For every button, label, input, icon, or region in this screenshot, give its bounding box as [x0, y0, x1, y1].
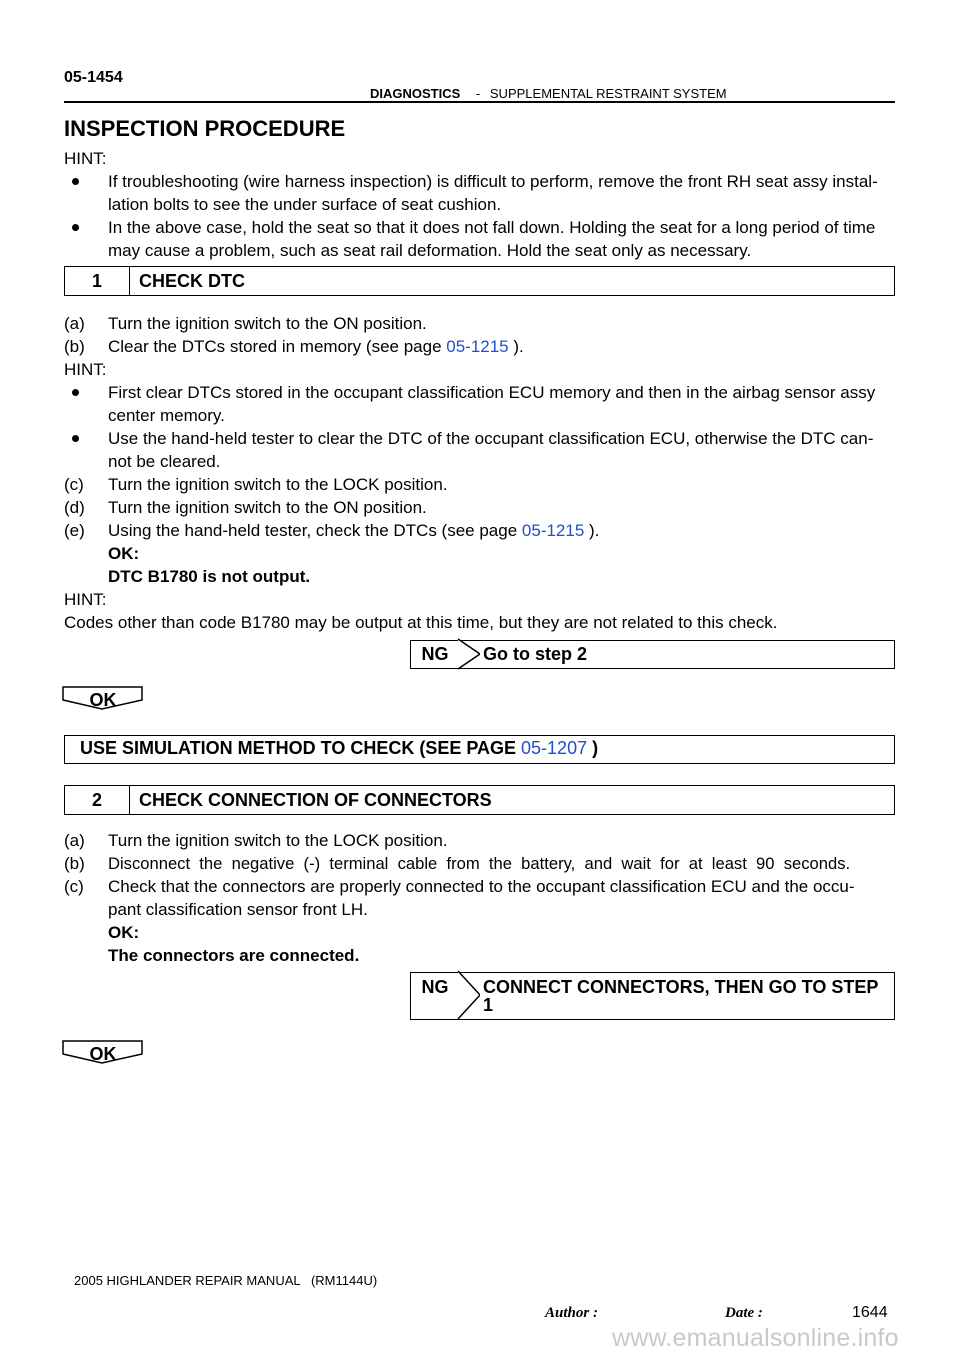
step-1-header — [64, 266, 895, 296]
step-title: CHECK CONNECTION OF CONNECTORS — [139, 789, 492, 810]
step1-final-text: USE SIMULATION METHOD TO CHECK (SEE PAGE — [80, 738, 522, 758]
step1-b-text: Clear the DTCs stored in memory (see page — [108, 337, 447, 356]
footer-manual: 2005 HIGHLANDER REPAIR MANUAL (RM1144U) — [74, 1273, 378, 1288]
step1-e-line — [108, 519, 599, 542]
step2-ok-label: OK: — [108, 923, 140, 942]
intro-bullet-1-line2: lation bolts to see the under surface of seat cushion. — [108, 195, 502, 214]
ng-result-text-line1: CONNECT CONNECTORS, THEN GO TO STEP — [483, 977, 879, 997]
ng-result-text-line2: 1 — [483, 995, 494, 1015]
step2-a-text: Turn the ignition switch to the LOCK position. — [108, 831, 448, 850]
step1-a-text: Turn the ignition switch to the ON position. — [108, 314, 427, 333]
step1-hint2-label: HINT: — [64, 590, 107, 609]
step1-ok-tab-label: OK — [89, 690, 117, 710]
header-separator: - — [475, 86, 481, 101]
step1-b-end: ). — [508, 337, 524, 356]
step1-d-label: (d) — [64, 498, 85, 517]
ng-arrow-icon — [456, 638, 486, 670]
step2-ok-text: The connectors are connected. — [108, 946, 360, 965]
step2-b-label: (b) — [64, 854, 85, 873]
bullet-dot-icon — [72, 224, 79, 231]
bullet-dot-icon — [72, 178, 79, 185]
page-code: 05-1454 — [64, 69, 123, 86]
step1-hint2-text: Codes other than code B1780 may be output at this time, but they are not related to this check. — [64, 613, 778, 632]
page-link-05-1215[interactable]: 05-1215 — [446, 337, 509, 356]
step2-ok-tab-label: OK — [89, 1044, 117, 1064]
footer-author-label: Author : — [545, 1305, 598, 1321]
page-link-05-1215[interactable]: 05-1215 — [521, 521, 585, 540]
step-number: 1 — [65, 267, 130, 295]
footer-date-label: Date : — [725, 1305, 763, 1321]
intro-hint-label: HINT: — [64, 149, 107, 168]
step2-c-line2: pant classification sensor front LH. — [108, 900, 368, 919]
step1-hint-bullet-1-line1: First clear DTCs stored in the occupant classification ECU memory and then in the airbag sensor assy — [108, 383, 876, 402]
step1-hint-bullet-2-line1: Use the hand-held tester to clear the DTC of the occupant classification ECU, otherwise the DTC can- — [108, 429, 874, 448]
step1-e-text: Using the hand-held tester, check the DTCs (see page — [108, 521, 522, 540]
ng-label: NG — [421, 644, 449, 664]
step1-b-line — [108, 335, 524, 358]
step1-hint-bullet-1-line2: center memory. — [108, 406, 225, 425]
step1-e-label: (e) — [64, 521, 85, 540]
intro-bullet-1-line1: If troubleshooting (wire harness inspection) is difficult to perform, remove the front RH seat assy instal- — [108, 172, 878, 191]
bullet-dot-icon — [72, 435, 79, 442]
step1-b-label: (b) — [64, 337, 85, 356]
footer-page-number: 1644 — [852, 1304, 888, 1321]
step1-a-label: (a) — [64, 314, 85, 333]
header-subsection: SUPPLEMENTAL RESTRAINT SYSTEM — [489, 86, 727, 101]
step1-final-line — [80, 738, 598, 759]
ng-result-text: Go to step 2 — [483, 644, 588, 664]
header-section: DIAGNOSTICS — [370, 86, 461, 101]
header-rule — [64, 101, 895, 103]
step1-c-label: (c) — [64, 475, 84, 494]
step2-c-label: (c) — [64, 877, 84, 896]
bullet-dot-icon — [72, 389, 79, 396]
step-title: CHECK DTC — [139, 270, 245, 291]
step1-d-text: Turn the ignition switch to the ON position. — [108, 498, 427, 517]
intro-bullet-2-line2: may cause a problem, such as seat rail deformation. Hold the seat only as necessary. — [108, 241, 752, 260]
step-number: 2 — [65, 786, 130, 814]
header-section-line — [370, 86, 727, 101]
ng-label: NG — [421, 977, 449, 997]
ng-arrow-icon — [456, 970, 486, 1020]
page-link-05-1207[interactable]: 05-1207 — [521, 738, 588, 758]
intro-bullet-2-line1: In the above case, hold the seat so that it does not fall down. Holding the seat for a long period of time — [108, 218, 876, 237]
step1-ok-text: DTC B1780 is not output. — [108, 567, 311, 586]
step2-a-label: (a) — [64, 831, 85, 850]
step2-b-text: Disconnect the negative (-) terminal cable from the battery, and wait for at least 90 seconds. — [108, 854, 851, 873]
step1-final-end: ) — [587, 738, 599, 758]
step1-hint-label: HINT: — [64, 360, 107, 379]
page-title: INSPECTION PROCEDURE — [64, 116, 346, 141]
step1-c-text: Turn the ignition switch to the LOCK position. — [108, 475, 448, 494]
step1-e-end: ). — [584, 521, 600, 540]
watermark: www.emanualsonline.info — [612, 1324, 899, 1352]
step2-c-line1: Check that the connectors are properly connected to the occupant classification ECU and the occu- — [108, 877, 855, 896]
step1-hint-bullet-2-line2: not be cleared. — [108, 452, 221, 471]
step-2-header — [64, 785, 895, 815]
step1-ok-label: OK: — [108, 544, 140, 563]
